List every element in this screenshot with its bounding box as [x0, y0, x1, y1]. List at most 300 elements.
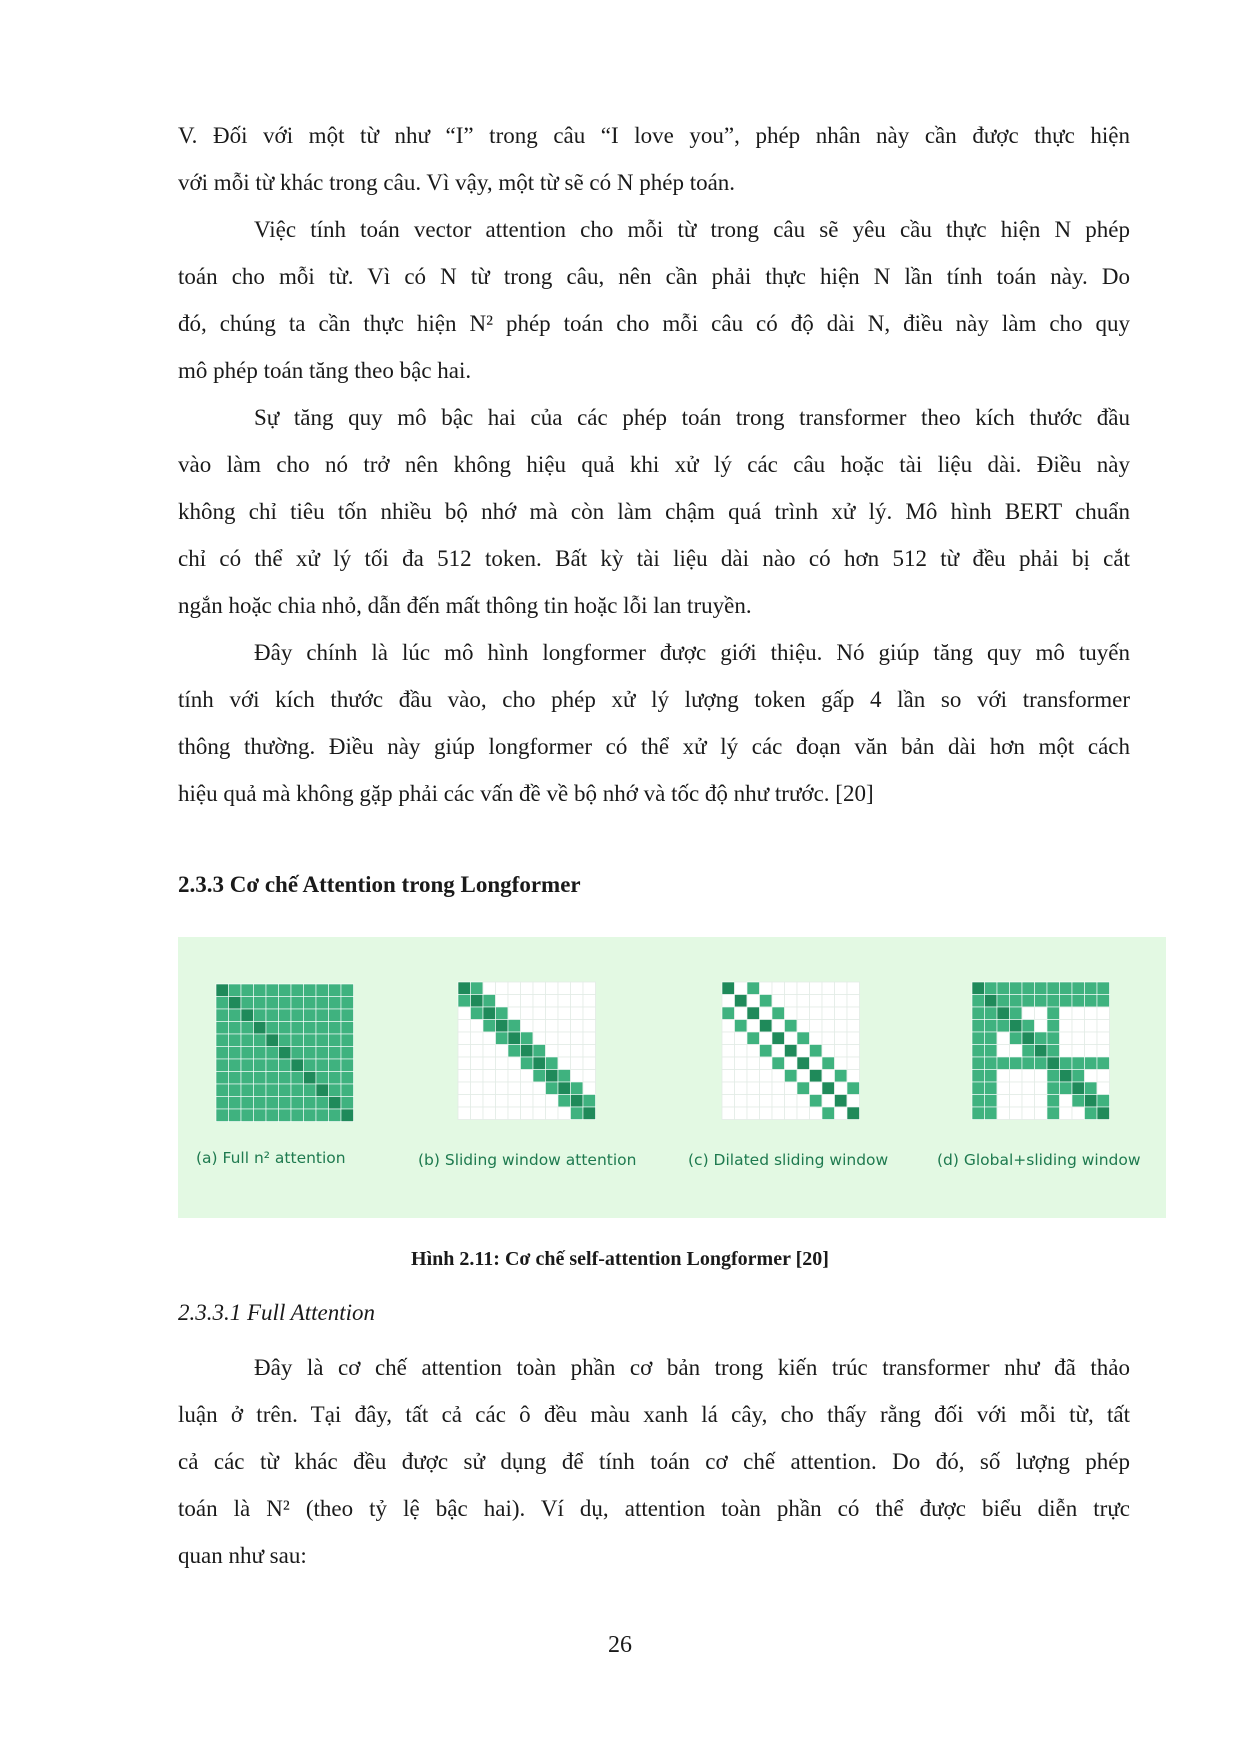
matrix-cell	[997, 1107, 1010, 1120]
matrix-cell	[496, 982, 509, 995]
matrix-cell	[316, 984, 329, 997]
text-line: Sự tăng quy mô bậc hai của các phép toán trong transformer theo kích thước đầu	[254, 405, 1130, 430]
text-line: tính với kích thước đầu vào, cho phép xử lý lượng token gấp 4 lần so với transformer	[178, 687, 1130, 712]
matrix-cell	[1085, 1045, 1098, 1058]
matrix-cell	[1085, 1107, 1098, 1120]
matrix-cell	[521, 1032, 534, 1045]
matrix-cell	[985, 1095, 998, 1108]
matrix-cell	[972, 1045, 985, 1058]
matrix-cell	[521, 1082, 534, 1095]
matrix-cell	[835, 982, 848, 995]
matrix-cell	[847, 1070, 860, 1083]
matrix-cell	[229, 1059, 242, 1072]
matrix-cell	[558, 1082, 571, 1095]
matrix-cell	[810, 1082, 823, 1095]
matrix-cell	[266, 1022, 279, 1035]
matrix-cell	[583, 1020, 596, 1033]
matrix-cell	[797, 1057, 810, 1070]
matrix-cell	[458, 1007, 471, 1020]
matrix-cell	[810, 1057, 823, 1070]
figure-label-c: (c) Dilated sliding window	[688, 1151, 889, 1169]
matrix-cell	[1085, 1020, 1098, 1033]
matrix-cell	[341, 1109, 354, 1122]
matrix-cell	[985, 1045, 998, 1058]
matrix-cell	[972, 1007, 985, 1020]
matrix-cell	[747, 982, 760, 995]
matrix-cell	[329, 1009, 342, 1022]
matrix-cell	[341, 1084, 354, 1097]
matrix-cell	[972, 995, 985, 1008]
matrix-cell	[847, 1020, 860, 1033]
matrix-cell	[471, 1070, 484, 1083]
matrix-cell	[458, 1057, 471, 1070]
matrix-cell	[797, 995, 810, 1008]
matrix-cell	[583, 995, 596, 1008]
matrix-cell	[747, 1007, 760, 1020]
matrix-cell	[266, 1097, 279, 1110]
matrix-cell	[747, 1107, 760, 1120]
matrix-cell	[1035, 1020, 1048, 1033]
matrix-cell	[254, 1009, 267, 1022]
matrix-cell	[571, 1057, 584, 1070]
matrix-cell	[1097, 1095, 1110, 1108]
matrix-cell	[810, 1045, 823, 1058]
matrix-cell	[266, 1047, 279, 1060]
matrix-cell	[229, 997, 242, 1010]
matrix-cell	[760, 1007, 773, 1020]
matrix-cell	[847, 1007, 860, 1020]
matrix-cell	[1010, 1007, 1023, 1020]
text-line: cả các từ khác đều được sử dụng để tính toán cơ chế attention. Do đó, số lượng phép	[178, 1449, 1130, 1474]
matrix-cell	[785, 1007, 798, 1020]
page-number: 26	[608, 1632, 632, 1658]
matrix-cell	[1047, 1095, 1060, 1108]
matrix-cell	[341, 1097, 354, 1110]
matrix-cell	[985, 982, 998, 995]
matrix-cell	[496, 995, 509, 1008]
matrix-cell	[508, 1032, 521, 1045]
matrix-cell	[558, 1020, 571, 1033]
matrix-cell	[1047, 1057, 1060, 1070]
matrix-cell	[772, 1082, 785, 1095]
matrix-cell	[1022, 1020, 1035, 1033]
matrix-cell	[216, 1109, 229, 1122]
matrix-cell	[810, 982, 823, 995]
matrix-cell	[266, 1059, 279, 1072]
matrix-cell	[1035, 982, 1048, 995]
matrix-cell	[997, 1020, 1010, 1033]
matrix-dilated-sliding-window	[721, 981, 875, 1135]
matrix-cell	[997, 1032, 1010, 1045]
matrix-cell	[229, 1072, 242, 1085]
matrix-cell	[316, 1109, 329, 1122]
matrix-cell	[1010, 1045, 1023, 1058]
matrix-cell	[329, 1072, 342, 1085]
matrix-cell	[304, 1022, 317, 1035]
matrix-cell	[571, 995, 584, 1008]
text-line: V. Đối với một từ như “I” trong câu “I love you”, phép nhân này cần được thực hiện	[178, 123, 1130, 148]
figure-label-d: (d) Global+sliding window	[937, 1151, 1141, 1169]
matrix-cell	[822, 982, 835, 995]
matrix-cell	[847, 982, 860, 995]
matrix-cell	[558, 1070, 571, 1083]
matrix-cell	[558, 1032, 571, 1045]
matrix-cell	[241, 1059, 254, 1072]
matrix-cell	[458, 1070, 471, 1083]
matrix-cell	[304, 1009, 317, 1022]
matrix-cell	[747, 1082, 760, 1095]
paragraph-4	[178, 629, 1130, 817]
matrix-cell	[546, 1070, 559, 1083]
matrix-cell	[810, 1032, 823, 1045]
matrix-cell	[546, 1082, 559, 1095]
matrix-cell	[1072, 1007, 1085, 1020]
matrix-cell	[241, 1109, 254, 1122]
matrix-cell	[847, 1045, 860, 1058]
matrix-cell	[254, 1022, 267, 1035]
matrix-cell	[835, 1070, 848, 1083]
matrix-cell	[772, 1107, 785, 1120]
matrix-cell	[772, 1007, 785, 1020]
matrix-cell	[229, 984, 242, 997]
matrix-cell	[241, 1084, 254, 1097]
matrix-cell	[1072, 982, 1085, 995]
matrix-cell	[822, 1107, 835, 1120]
matrix-cell	[822, 1045, 835, 1058]
matrix-cell	[972, 1095, 985, 1108]
matrix-cell	[483, 1107, 496, 1120]
matrix-cell	[722, 1032, 735, 1045]
matrix-cell	[533, 1032, 546, 1045]
matrix-cell	[341, 1009, 354, 1022]
matrix-cell	[722, 995, 735, 1008]
matrix-cell	[1010, 995, 1023, 1008]
paragraph-3	[178, 394, 1130, 629]
matrix-cell	[835, 1057, 848, 1070]
figure-label-b: (b) Sliding window attention	[418, 1151, 637, 1169]
matrix-cell	[1010, 1057, 1023, 1070]
matrix-cell	[521, 1095, 534, 1108]
matrix-cell	[785, 1082, 798, 1095]
matrix-cell	[797, 1082, 810, 1095]
matrix-cell	[304, 997, 317, 1010]
matrix-cell	[1035, 1095, 1048, 1108]
matrix-cell	[772, 1045, 785, 1058]
matrix-cell	[1047, 1107, 1060, 1120]
text-line: toán cho mỗi từ. Vì có N từ trong câu, nên cần phải thực hiện N lần tính toán này. Do	[178, 264, 1130, 289]
matrix-cell	[316, 1097, 329, 1110]
matrix-cell	[1097, 1057, 1110, 1070]
matrix-cell	[722, 1007, 735, 1020]
matrix-cell	[583, 1082, 596, 1095]
matrix-cell	[847, 1095, 860, 1108]
matrix-cell	[458, 1045, 471, 1058]
matrix-cell	[291, 1059, 304, 1072]
matrix-cell	[216, 1022, 229, 1035]
matrix-cell	[279, 1072, 292, 1085]
matrix-cell	[822, 1057, 835, 1070]
matrix-cell	[1097, 1045, 1110, 1058]
matrix-cell	[279, 997, 292, 1010]
matrix-cell	[985, 1070, 998, 1083]
matrix-cell	[508, 1070, 521, 1083]
matrix-cell	[471, 995, 484, 1008]
matrix-cell	[1035, 1057, 1048, 1070]
matrix-cell	[1060, 1095, 1073, 1108]
text-line: không chỉ tiêu tốn nhiều bộ nhớ mà còn làm chậm quá trình xử lý. Mô hình BERT chuẩn	[178, 499, 1130, 524]
matrix-cell	[1010, 1032, 1023, 1045]
matrix-cell	[972, 1070, 985, 1083]
matrix-cell	[997, 1082, 1010, 1095]
matrix-cell	[985, 995, 998, 1008]
matrix-cell	[1072, 1107, 1085, 1120]
matrix-cell	[785, 1045, 798, 1058]
matrix-cell	[735, 1107, 748, 1120]
matrix-cell	[304, 1084, 317, 1097]
matrix-cell	[747, 1020, 760, 1033]
matrix-cell	[571, 1095, 584, 1108]
matrix-cell	[279, 1097, 292, 1110]
matrix-cell	[279, 1047, 292, 1060]
matrix-cell	[1085, 982, 1098, 995]
paragraph-1	[178, 112, 1130, 206]
matrix-cell	[583, 1107, 596, 1120]
matrix-cell	[985, 1007, 998, 1020]
matrix-cell	[722, 1045, 735, 1058]
matrix-cell	[1010, 1095, 1023, 1108]
matrix-cell	[722, 1095, 735, 1108]
matrix-cell	[822, 1082, 835, 1095]
matrix-cell	[785, 982, 798, 995]
matrix-cell	[785, 1070, 798, 1083]
matrix-cell	[822, 995, 835, 1008]
matrix-cell	[1085, 1007, 1098, 1020]
matrix-cell	[722, 1070, 735, 1083]
matrix-cell	[241, 984, 254, 997]
matrix-cell	[847, 1057, 860, 1070]
matrix-cell	[241, 1022, 254, 1035]
matrix-cell	[254, 1109, 267, 1122]
matrix-cell	[533, 1095, 546, 1108]
matrix-cell	[304, 1097, 317, 1110]
matrix-cell	[1010, 982, 1023, 995]
matrix-cell	[483, 1095, 496, 1108]
matrix-cell	[1072, 1082, 1085, 1095]
matrix-cell	[483, 1007, 496, 1020]
matrix-cell	[1072, 1057, 1085, 1070]
matrix-cell	[508, 1107, 521, 1120]
matrix-cell	[458, 1107, 471, 1120]
matrix-cell	[797, 1032, 810, 1045]
matrix-cell	[254, 1047, 267, 1060]
matrix-cell	[1047, 1020, 1060, 1033]
matrix-cell	[1072, 1032, 1085, 1045]
matrix-cell	[291, 1072, 304, 1085]
matrix-cell	[1060, 1045, 1073, 1058]
matrix-cell	[985, 1082, 998, 1095]
matrix-cell	[760, 1045, 773, 1058]
matrix-cell	[985, 1020, 998, 1033]
matrix-cell	[471, 1057, 484, 1070]
matrix-cell	[291, 1109, 304, 1122]
matrix-cell	[291, 997, 304, 1010]
matrix-cell	[241, 1009, 254, 1022]
matrix-cell	[558, 1107, 571, 1120]
figure-label-a: (a) Full n² attention	[196, 1149, 346, 1167]
matrix-full-attention	[215, 983, 369, 1137]
matrix-cell	[241, 1097, 254, 1110]
matrix-cell	[483, 982, 496, 995]
matrix-cell	[1035, 995, 1048, 1008]
matrix-cell	[266, 1072, 279, 1085]
matrix-cell	[797, 1107, 810, 1120]
figure-attention-patterns	[178, 937, 1166, 1218]
matrix-cell	[785, 1057, 798, 1070]
matrix-cell	[747, 1057, 760, 1070]
matrix-cell	[1010, 1070, 1023, 1083]
matrix-cell	[216, 1084, 229, 1097]
text-line: hiệu quả mà không gặp phải các vấn đề về bộ nhớ và tốc độ như trước. [20]	[178, 781, 874, 806]
matrix-cell	[785, 1032, 798, 1045]
matrix-cell	[483, 1057, 496, 1070]
matrix-cell	[471, 1107, 484, 1120]
matrix-cell	[546, 1057, 559, 1070]
matrix-cell	[558, 982, 571, 995]
matrix-cell	[216, 1034, 229, 1047]
matrix-cell	[1035, 1070, 1048, 1083]
matrix-cell	[835, 1007, 848, 1020]
matrix-cell	[722, 1057, 735, 1070]
matrix-cell	[810, 1107, 823, 1120]
matrix-cell	[458, 1095, 471, 1108]
matrix-cell	[1047, 1032, 1060, 1045]
matrix-cell	[521, 1107, 534, 1120]
matrix-cell	[458, 1082, 471, 1095]
matrix-cell	[304, 1059, 317, 1072]
matrix-cell	[521, 1045, 534, 1058]
matrix-cell	[785, 1107, 798, 1120]
matrix-cell	[1085, 1057, 1098, 1070]
matrix-cell	[254, 1072, 267, 1085]
matrix-cell	[722, 1020, 735, 1033]
matrix-cell	[558, 1007, 571, 1020]
matrix-cell	[760, 1020, 773, 1033]
matrix-cell	[508, 982, 521, 995]
matrix-cell	[316, 997, 329, 1010]
matrix-cell	[810, 1020, 823, 1033]
matrix-cell	[735, 982, 748, 995]
matrix-cell	[1047, 982, 1060, 995]
matrix-cell	[508, 1095, 521, 1108]
matrix-cell	[521, 1057, 534, 1070]
matrix-cell	[785, 1020, 798, 1033]
matrix-cell	[583, 982, 596, 995]
matrix-cell	[1085, 1032, 1098, 1045]
matrix-cell	[722, 982, 735, 995]
text-line: Đây chính là lúc mô hình longformer được giới thiệu. Nó giúp tăng quy mô tuyến	[254, 640, 1130, 665]
matrix-cell	[254, 1059, 267, 1072]
matrix-cell	[341, 997, 354, 1010]
matrix-cell	[508, 995, 521, 1008]
matrix-cell	[772, 1070, 785, 1083]
matrix-cell	[254, 997, 267, 1010]
matrix-cell	[1047, 1007, 1060, 1020]
matrix-cell	[533, 1082, 546, 1095]
matrix-cell	[1097, 1070, 1110, 1083]
matrix-cell	[291, 1097, 304, 1110]
matrix-cell	[583, 1045, 596, 1058]
matrix-cell	[747, 1070, 760, 1083]
matrix-cell	[229, 1034, 242, 1047]
matrix-cell	[997, 1070, 1010, 1083]
matrix-cell	[1035, 1007, 1048, 1020]
text-line: Việc tính toán vector attention cho mỗi từ trong câu sẽ yêu cầu thực hiện N phép	[254, 217, 1130, 242]
matrix-cell	[1022, 995, 1035, 1008]
text-line: ngắn hoặc chia nhỏ, dẫn đến mất thông tin hoặc lỗi lan truyền.	[178, 593, 752, 618]
matrix-cell	[471, 1095, 484, 1108]
matrix-cell	[797, 1070, 810, 1083]
matrix-cell	[291, 1022, 304, 1035]
matrix-cell	[279, 1059, 292, 1072]
matrix-cell	[760, 995, 773, 1008]
matrix-cell	[985, 1057, 998, 1070]
section-heading: 2.3.3 Cơ chế Attention trong Longformer	[178, 872, 581, 897]
matrix-cell	[1022, 1007, 1035, 1020]
matrix-cell	[1085, 1082, 1098, 1095]
matrix-cell	[1022, 1045, 1035, 1058]
matrix-cell	[216, 997, 229, 1010]
matrix-cell	[558, 1057, 571, 1070]
matrix-cell	[216, 1009, 229, 1022]
matrix-cell	[471, 1020, 484, 1033]
matrix-global-sliding-window	[971, 981, 1125, 1135]
matrix-cell	[810, 1007, 823, 1020]
matrix-cell	[571, 1020, 584, 1033]
matrix-cell	[735, 1082, 748, 1095]
matrix-cell	[471, 1032, 484, 1045]
matrix-cell	[571, 982, 584, 995]
matrix-cell	[985, 1032, 998, 1045]
matrix-cell	[471, 1045, 484, 1058]
matrix-cell	[521, 1020, 534, 1033]
matrix-cell	[241, 1047, 254, 1060]
matrix-cell	[521, 1070, 534, 1083]
matrix-cell	[546, 1095, 559, 1108]
matrix-cell	[747, 1032, 760, 1045]
matrix-cell	[229, 1109, 242, 1122]
matrix-cell	[735, 1095, 748, 1108]
matrix-cell	[316, 1072, 329, 1085]
matrix-cell	[772, 1057, 785, 1070]
matrix-cell	[1047, 995, 1060, 1008]
matrix-cell	[279, 984, 292, 997]
matrix-cell	[1022, 1032, 1035, 1045]
matrix-cell	[722, 1082, 735, 1095]
matrix-cell	[508, 1007, 521, 1020]
matrix-cell	[291, 984, 304, 997]
matrix-cell	[747, 1045, 760, 1058]
matrix-cell	[229, 1022, 242, 1035]
matrix-cell	[735, 1070, 748, 1083]
matrix-cell	[735, 1007, 748, 1020]
matrix-cell	[458, 995, 471, 1008]
text-line: vào làm cho nó trở nên không hiệu quả khi xử lý các câu hoặc tài liệu dài. Điều này	[178, 452, 1130, 477]
matrix-cell	[835, 995, 848, 1008]
matrix-cell	[583, 1095, 596, 1108]
matrix-cell	[1060, 1082, 1073, 1095]
matrix-cell	[229, 1047, 242, 1060]
matrix-cell	[1072, 1020, 1085, 1033]
